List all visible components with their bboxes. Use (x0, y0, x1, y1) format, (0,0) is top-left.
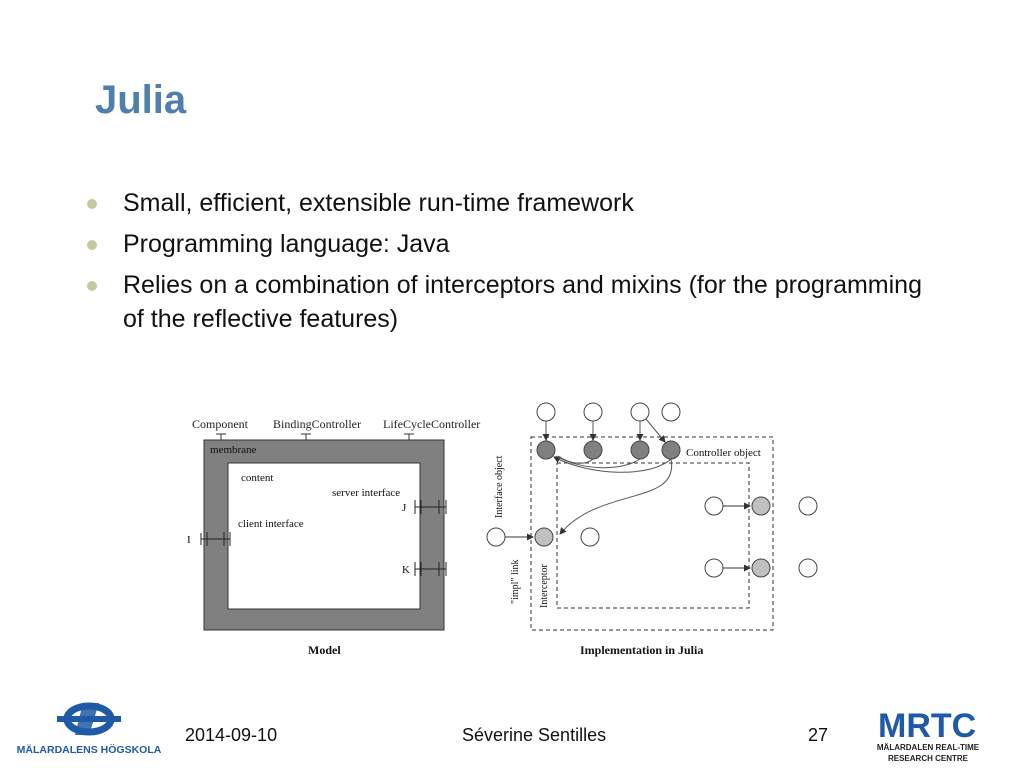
bullet-item (84, 268, 944, 336)
controller-links (546, 419, 672, 534)
bullet-icon (87, 281, 97, 291)
implementation-caption: Implementation in Julia (580, 643, 704, 657)
malardalens-hogskola-logo-text: MÄLARDALENS HÖGSKOLA (16, 744, 162, 756)
mrtc-logo-text: MRTC (878, 707, 977, 745)
membrane-label: membrane (210, 444, 257, 456)
controller-nodes (537, 403, 680, 459)
interceptor-label: Interceptor (539, 564, 550, 608)
interface-object-label: Interface object (494, 455, 505, 518)
impl-link-label: "impl" link (510, 559, 521, 604)
control-interface-stubs (216, 434, 414, 440)
port-j-label: J (402, 502, 407, 514)
bullet-text: Programming language: Java (123, 230, 450, 258)
footer-author: Séverine Sentilles (462, 725, 607, 745)
port-k-label: K (402, 564, 410, 576)
binding-controller-label: BindingController (273, 417, 361, 431)
model-diagram (187, 417, 480, 657)
interceptor-nodes (487, 528, 599, 546)
slide-title: Julia (95, 78, 187, 122)
component-interface-label: Component (192, 417, 248, 431)
malardalens-hogskola-logo (16, 697, 162, 759)
implementation-diagram (487, 403, 817, 657)
mrtc-subtitle-line-2: RESEARCH CENTRE (887, 754, 969, 763)
bullet-list (84, 186, 944, 343)
julia-architecture-figure (180, 396, 820, 666)
port-i-label: I (187, 534, 191, 546)
client-interface-label: client interface (238, 518, 304, 530)
controller-object-label: Controller object (686, 447, 761, 459)
bullet-item (84, 227, 944, 261)
component-dashed-box (531, 437, 773, 630)
bullet-icon (87, 240, 97, 250)
bullet-item (84, 186, 944, 220)
interface-nodes (705, 497, 817, 577)
bullet-text: Small, efficient, extensible run-time framework (123, 189, 634, 217)
content-box (228, 463, 420, 609)
server-interface-label: server interface (332, 487, 401, 499)
interface-links (723, 506, 750, 568)
footer-page-number: 27 (808, 725, 829, 745)
footer-date: 2014-09-10 (185, 725, 278, 745)
lifecycle-controller-label: LifeCycleController (383, 417, 481, 431)
content-label: content (241, 472, 274, 484)
mrtc-logo (872, 705, 984, 765)
bullet-text: Relies on a combination of interceptors and mixins (for the programming of the reflective features) (123, 271, 922, 333)
model-caption: Model (308, 643, 341, 657)
bullet-icon (87, 199, 97, 209)
mrtc-subtitle-line-1: MÄLARDALEN REAL-TIME (876, 743, 980, 752)
